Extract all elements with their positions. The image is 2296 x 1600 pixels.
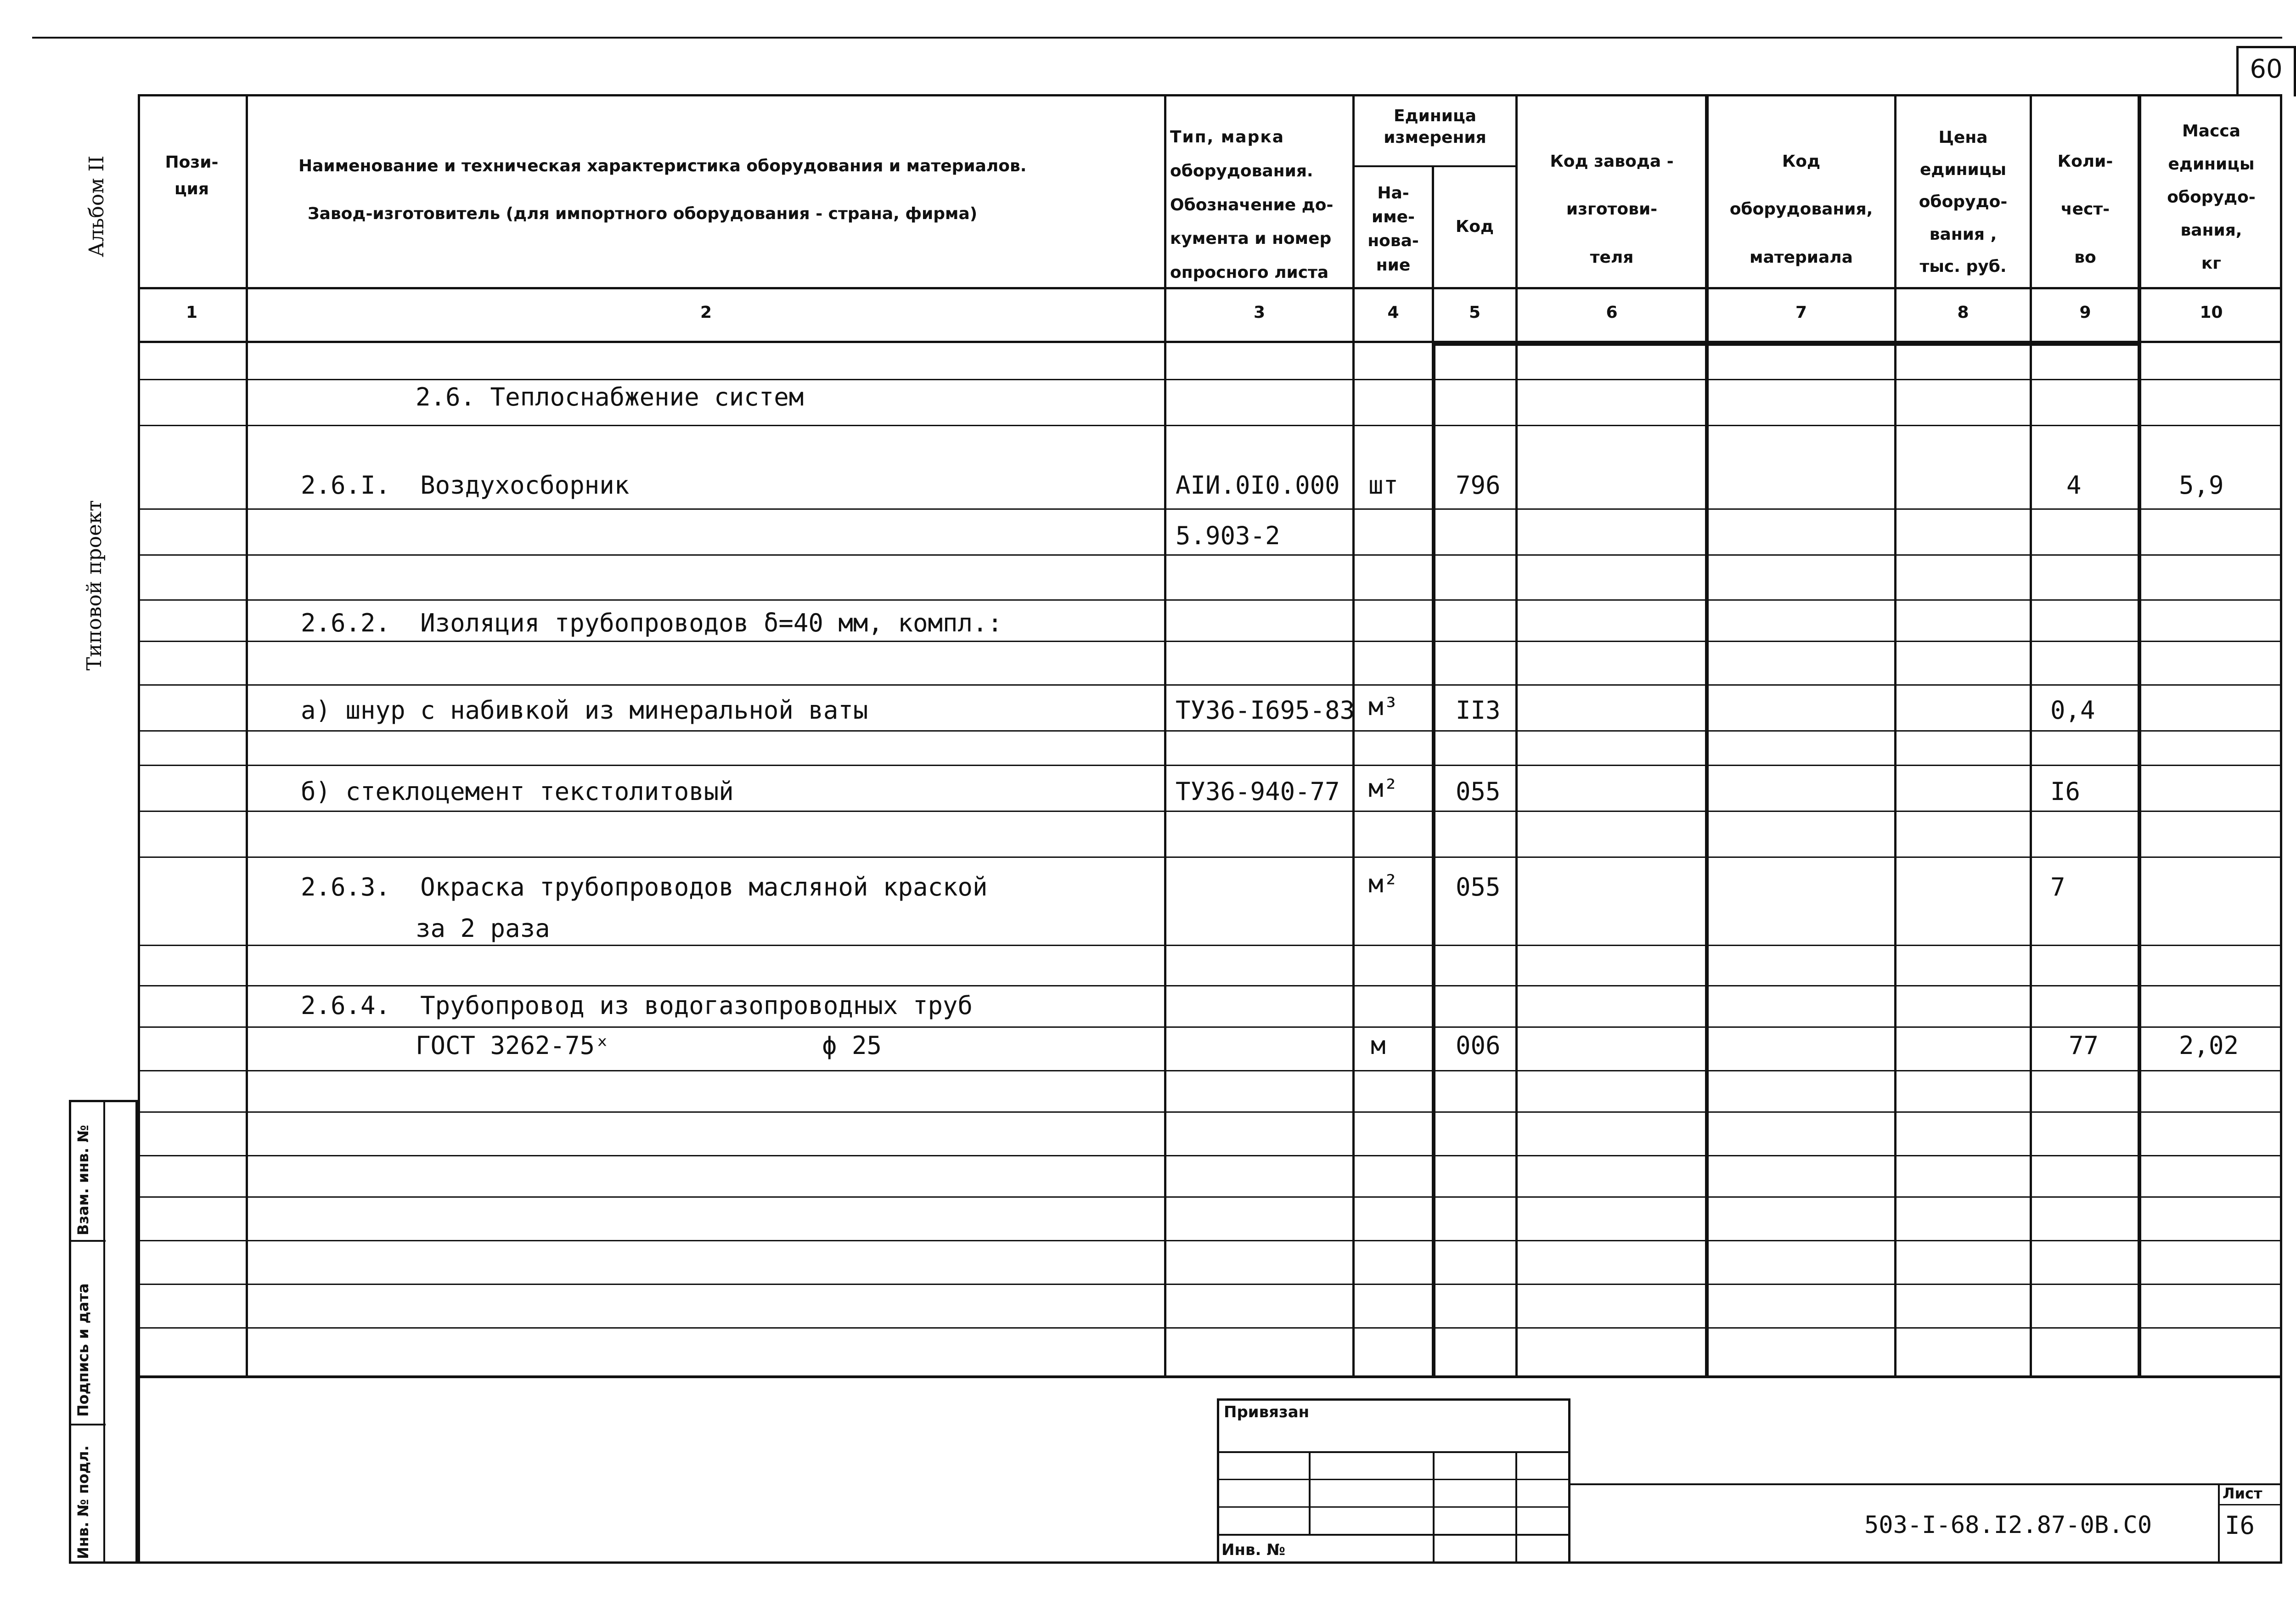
row-4-qty: 0,4 [2050,696,2095,725]
row-section-title: 2.6. Теплоснабжение систем [416,383,804,411]
binding-line-2 [1217,1479,1570,1480]
header-price: Цена единицы оборудо- вания , тыс. руб. [1919,128,2008,276]
left-stamp-row2 [69,1424,106,1425]
row-9-diameter: ϕ 25 [822,1031,882,1060]
header-name: Наименование и техническая характеристика оборудования и материалов. Завод-изготовитель (для импортного оборудования - страна, фирма) [298,157,1027,224]
row-1-qty: 4 [2066,471,2082,500]
row-1-type: АIИ.0I0.000 [1176,471,1340,500]
row-5-type: ТУ36-940-77 [1176,777,1340,806]
row-6-code: 055 [1456,873,1501,901]
page-number: 60 [2250,54,2283,84]
row-1-code: 796 [1456,471,1501,500]
row-5-qty: I6 [2050,777,2081,806]
row-2-type: 5.903-2 [1176,521,1280,550]
row-5-code: 055 [1456,777,1501,806]
row-7-name: за 2 раза [416,914,550,943]
left-stamp-divider [103,1100,105,1564]
row-3-name: 2.6.2. Изоляция трубопроводов δ=40 мм, компл.: [301,608,1003,637]
body-bottom [138,1375,2282,1378]
binding-vline-2 [1433,1451,1435,1564]
row-4-type: ТУ36-I695-83 [1176,696,1355,725]
row-9-name: ГОСТ 3262-75ˣ [416,1031,610,1060]
colnum-10: 10 [2200,303,2223,322]
colnum-6: 6 [1606,303,1618,322]
row-8-name: 2.6.4. Трубопровод из водогазопроводных труб [301,991,973,1020]
header-mass: Масса единицы оборудо- вания, кг [2167,122,2256,273]
colnum-3: 3 [1253,303,1266,322]
row-9-mass: 2,02 [2179,1031,2239,1060]
row-1-unit: шт [1368,471,1399,500]
left-stamp-row1 [69,1240,106,1242]
row-9-qty: 77 [2069,1031,2099,1060]
header-quantity: Коли- чест- во [2057,152,2113,267]
inv-no-label: Инв. № [1221,1541,1286,1559]
colnum-9: 9 [2079,303,2091,322]
binding-stamp [1217,1398,1570,1564]
row-1-name: 2.6.I. Воздухосборник [301,471,630,500]
side-label-sign-date: Подпись и дата [74,1283,92,1417]
binding-line-4 [1217,1534,1570,1536]
colnum-2: 2 [700,303,712,322]
header-equipment-code: Код оборудования, материала [1729,152,1873,267]
thick-box-top [1432,342,2141,346]
colnum-7: 7 [1795,303,1807,322]
row-5-name: б) стеклоцемент текстолитовый [301,777,734,806]
header-unit-code: Код [1455,217,1494,236]
binding-vline-3 [1515,1451,1517,1564]
title-block-top [1570,1483,2282,1485]
top-rule [32,37,2282,39]
row-6-unit: м² [1368,869,1399,898]
side-label-inv-podl: Инв. № подл. [74,1445,92,1559]
row-9-unit: м [1371,1031,1386,1060]
binding-label: Привязан [1224,1403,1310,1421]
row-9-code: 006 [1456,1031,1501,1060]
row-4-code: II3 [1456,696,1501,725]
binding-line-3 [1217,1506,1570,1508]
header-unit-name: На- име- нова- ние [1367,184,1419,275]
colnum-4: 4 [1387,303,1399,322]
document-code: 503-I-68.I2.87-0В.С0 [1864,1511,2152,1539]
colnum-8: 8 [1957,303,1969,322]
binding-line-1 [1217,1451,1570,1453]
row-4-unit: м³ [1368,692,1399,721]
row-4-name: а) шнур с набивкой из минеральной ваты [301,696,868,725]
row-5-unit: м² [1368,774,1399,803]
side-label-project: Типовой проект [83,500,106,670]
col-line-4b [1432,342,1435,1378]
row-6-name: 2.6.3. Окраска трубопроводов масляной краской [301,873,988,901]
header-position: Пози- ция [165,153,219,198]
sheet-label: Лист [2223,1485,2262,1502]
header-unit: Единица измерения [1384,107,1486,147]
header-type: Тип, марка оборудования. Обозначение до- кумента и номер опросного листа [1170,128,1334,282]
header-plant-code: Код завода - изготови- теля [1550,152,1674,267]
sheet-number: I6 [2225,1511,2255,1540]
row-6-qty: 7 [2050,873,2065,901]
binding-vline-1 [1309,1451,1311,1534]
colnum-5: 5 [1469,303,1481,322]
unit-subdivider [1352,165,1518,167]
sheet-vline [2218,1483,2220,1564]
sheet-hline [2218,1504,2282,1505]
row-1-mass: 5,9 [2179,471,2224,500]
colnum-1: 1 [186,303,198,322]
side-label-album: Альбом II [85,155,108,257]
side-label-inv-vzam: Взам. инв. № [74,1125,92,1235]
